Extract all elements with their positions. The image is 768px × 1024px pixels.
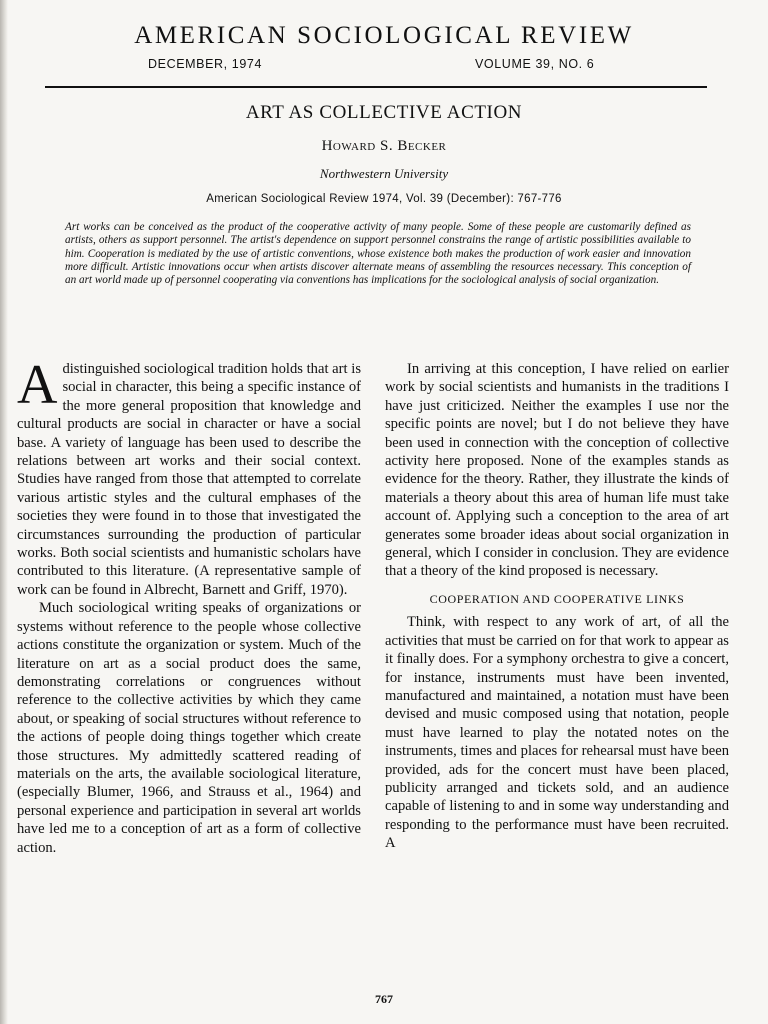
section-heading: COOPERATION AND COOPERATIVE LINKS <box>429 591 685 606</box>
drop-cap: A <box>17 354 58 416</box>
issue-volume: VOLUME 39, NO. 6 <box>475 57 595 71</box>
body-paragraph-2: Much sociological writing speaks of organizations or systems without reference to the people whose collective actions constitute the organization or system. Much of the literature on art as a social product does the same, demonstrating correlations or congruences without reference to the collective activities by which they came about, or speaking of social structures without reference to the actions of people doing things together which create those structures. My admittedly scattered reading of materials on the arts, the available sociological literature, (especially Blumer, 1966, and Strauss et al., 1964) and personal experience and participation in several art worlds have led me to a conception of art as a form of collective action. <box>17 600 361 856</box>
article-citation: American Sociological Review 1974, Vol. 39 (December): 767-776 <box>206 193 562 205</box>
body-paragraph-1 <box>17 354 361 599</box>
left-column <box>17 354 361 857</box>
article-title: ART AS COLLECTIVE ACTION <box>245 102 523 123</box>
abstract-text: Art works can be conceived as the product of the cooperative activity of many people. Some of these people are customarily defined as artists, others as support personnel. The artist's dependence on support personnel constrains the range of artistic possibilities available to him. Cooperation is mediated by the use of artistic conventions, whose existence both makes the production of work easier and innovation more difficult. Artistic innovations occur when artists discover alternate means of assembling the resources necessary. This conception of an art world made up of personnel cooperating via conventions has implications for the sociological analysis of social organization. <box>65 221 691 287</box>
author-affiliation: Northwestern University <box>319 166 449 181</box>
paragraph-1-text: distinguished sociological tradition holds that art is social in character, this being a specific instance of the more general proposition that knowledge and cultural products are social in character or have a social base. A variety of language has been used to describe the relations between art works and their social context. Studies have ranged from those that attempted to correlate various artistic styles and the cultural emphases of the societies they were found in to those that investigated the circumstances surrounding the production of particular works. Both social scientists and humanistic scholars have contributed to this literature. (A representative sample of work can be found in Albrecht, Barnett and Griff, 1970). <box>17 361 361 598</box>
article-author: Howard S. Becker <box>321 138 447 154</box>
header-rule <box>45 86 707 88</box>
issue-date: DECEMBER, 1974 <box>148 57 262 71</box>
body-paragraph-3: In arriving at this conception, I have relied on earlier work by social scientists and humanists in the traditions I have just criticized. Neither the examples I use nor the specific points are novel; but I do not believe they have been used in connection with the conception of collective activity here proposed. None of the examples stands as evidence for the theory. Rather, they illustrate the kinds of materials a theory about this area of human life must take account of. Applying such a conception to the area of art generates some broader ideas about social organization in general, which I consider in conclusion. They are evidence that a theory of the kind proposed is necessary. <box>385 361 729 580</box>
body-paragraph-4: Think, with respect to any work of art, of all the activities that must be carried on for that work to appear as it finally does. For a symphony orchestra to give a concert, for instance, instruments must have been invented, manufactured and maintained, a notation must have been devised and music composed using that notation, people must have learned to play the notated notes on the instruments, times and places for rehearsal must have been provided, ads for the concert must have been placed, publicity arranged and tickets sold, and an audience capable of listening to and in some way understanding and responding to the performance must have been recruited. A <box>385 614 729 852</box>
page-number: 767 <box>375 992 393 1006</box>
right-column <box>385 360 729 853</box>
journal-title: AMERICAN SOCIOLOGICAL REVIEW <box>134 22 634 49</box>
abstract <box>65 221 691 287</box>
